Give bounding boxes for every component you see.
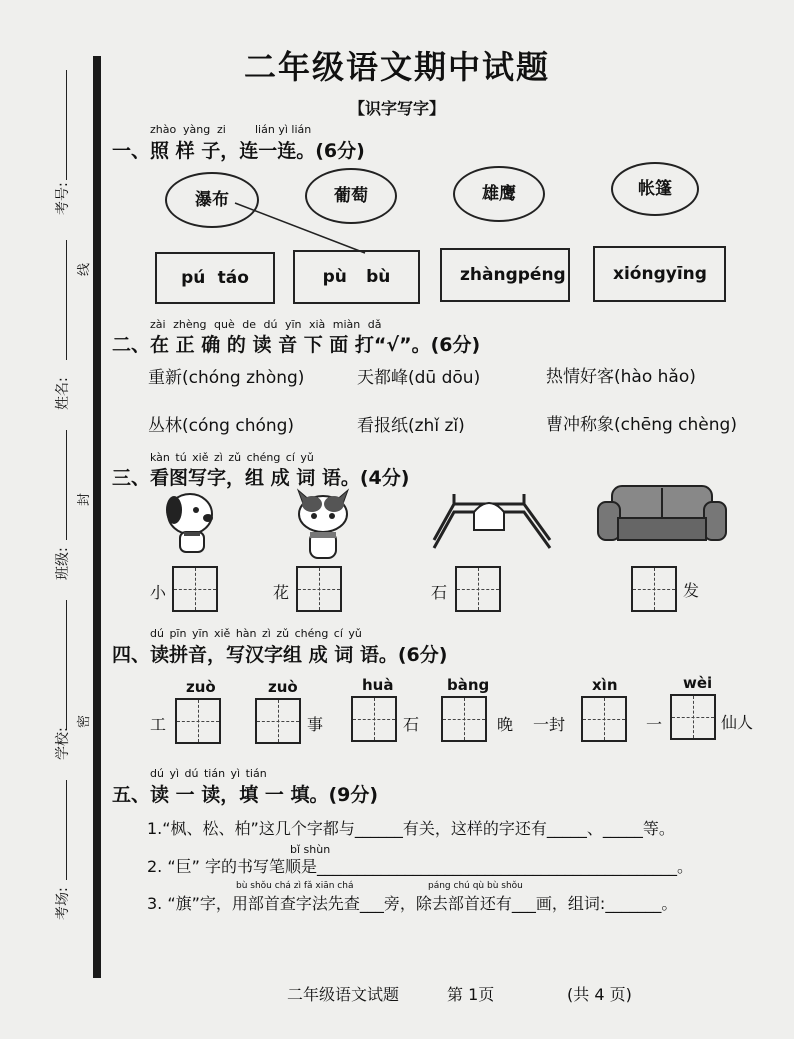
word-pinyin: bàng <box>447 676 490 694</box>
pinyin: lián yì lián <box>255 123 312 136</box>
pinyin: bǐ shùn <box>290 843 331 856</box>
writing-grid[interactable] <box>441 696 487 742</box>
reading-item[interactable]: 天都峰(dū dōu) <box>357 368 481 388</box>
section-1-title: 一、照 样 子，连一连。(6分) <box>112 140 365 162</box>
pinyin-text: yīng <box>665 264 707 284</box>
character: 花 <box>273 583 290 602</box>
pinyin: dú pīn yīn xiě hàn zì zǔ chéng cí yǔ <box>150 627 362 640</box>
reading-item[interactable]: 丛林(cóng chóng) <box>148 416 295 436</box>
pinyin-box[interactable] <box>440 248 570 302</box>
cat-picture <box>292 486 356 562</box>
question-1[interactable]: 1.“枫、松、柏”这几个字都与______有关，这样的字还有_____、_____等。 <box>147 819 675 838</box>
question-3[interactable]: 3. “旗”字，用部首查字法先查___旁，除去部首还有___画，组词:_______。 <box>147 894 678 913</box>
word-pinyin: zuò <box>186 678 216 696</box>
writing-grid[interactable] <box>296 566 342 612</box>
pinyin-text: bù <box>366 267 391 287</box>
reading-item[interactable]: 看报纸(zhǐ zǐ) <box>357 416 465 436</box>
seal-char: 封 <box>77 492 93 507</box>
section-3-title: 三、看图写字，组 成 词 语。(4分) <box>112 467 410 489</box>
character: 小 <box>150 583 167 602</box>
footer-title: 二年级语文试题 <box>287 985 400 1004</box>
reading-item[interactable]: 热情好客(hào hǎo) <box>546 367 696 387</box>
writing-grid[interactable] <box>631 566 677 612</box>
seal-line-char: 线 <box>77 262 93 277</box>
pinyin-text: pù <box>322 267 347 287</box>
word-pinyin: xìn <box>592 676 618 694</box>
character: 一封 <box>533 715 566 734</box>
writing-grid[interactable] <box>351 696 397 742</box>
word-oval[interactable]: 雄鹰 <box>453 166 545 222</box>
character: 事 <box>307 715 324 734</box>
bridge-picture <box>424 490 560 554</box>
secret-char: 密 <box>77 714 93 729</box>
character: 仙人 <box>721 713 754 732</box>
exam-number-label: 考号: <box>55 182 71 215</box>
word-pinyin: zuò <box>268 678 298 696</box>
pinyin-text: pú <box>181 268 206 288</box>
writing-grid[interactable] <box>455 566 501 612</box>
word-oval[interactable]: 瀑布 <box>165 172 259 228</box>
pinyin-text: péng <box>517 265 566 285</box>
page-total: (共 4 页) <box>567 985 632 1004</box>
section-2-title: 二、在 正 确 的 读 音 下 面 打“√”。(6分) <box>112 334 481 356</box>
pinyin: bù shǒu chá zì fǎ xiān chá <box>236 881 354 891</box>
school-label: 学校: <box>55 727 71 760</box>
character: 工 <box>150 715 167 734</box>
pinyin: zhào <box>150 123 177 136</box>
writing-grid[interactable] <box>581 696 627 742</box>
section-subtitle: 【识字写字】 <box>348 99 445 118</box>
pinyin: kàn tú xiě zì zǔ chéng cí yǔ <box>150 451 314 464</box>
pinyin: zi <box>217 123 226 136</box>
name-label: 姓名: <box>55 377 71 410</box>
word-pinyin: huà <box>362 676 394 694</box>
page-number: 第 1页 <box>447 985 495 1004</box>
writing-grid[interactable] <box>670 694 716 740</box>
reading-item[interactable]: 重新(chóng zhòng) <box>148 368 305 388</box>
character: 发 <box>683 581 700 600</box>
sofa-picture <box>596 482 728 548</box>
character: 晚 <box>497 715 514 734</box>
pinyin-text: zhàng <box>460 265 518 285</box>
pinyin: páng chú qù bù shǒu <box>428 881 523 891</box>
pinyin-box[interactable] <box>293 250 420 304</box>
character: 一 <box>646 715 663 734</box>
pinyin: dú yì dú tián yì tián <box>150 767 267 780</box>
pinyin: yàng <box>183 123 211 136</box>
pinyin: zài zhèng què de dú yīn xià miàn dǎ <box>150 318 382 331</box>
character: 石 <box>403 715 420 734</box>
writing-grid[interactable] <box>255 698 301 744</box>
exam-room-label: 考场: <box>55 887 71 920</box>
section-4-title: 四、读拼音，写汉字组 成 词 语。(6分) <box>112 644 448 666</box>
word-oval[interactable]: 帐篷 <box>611 162 699 216</box>
pinyin-text: táo <box>217 268 249 288</box>
writing-grid[interactable] <box>175 698 221 744</box>
pinyin-text: xióng <box>613 264 666 284</box>
class-label: 班级: <box>55 547 71 580</box>
writing-grid[interactable] <box>172 566 218 612</box>
question-2[interactable]: 2. “巨” 字的书写笔顺是_____________________________________________。 <box>147 857 694 876</box>
character: 石 <box>431 583 448 602</box>
section-5-title: 五、读 一 读，填 一 填。(9分) <box>112 784 379 806</box>
page-title: 二年级语文期中试题 <box>243 48 550 86</box>
dog-picture <box>160 488 224 558</box>
pinyin-box[interactable] <box>593 246 726 302</box>
pinyin-box[interactable] <box>155 252 275 304</box>
word-oval[interactable]: 葡萄 <box>305 168 397 224</box>
reading-item[interactable]: 曹冲称象(chēng chèng) <box>546 415 737 435</box>
word-pinyin: wèi <box>683 674 713 692</box>
